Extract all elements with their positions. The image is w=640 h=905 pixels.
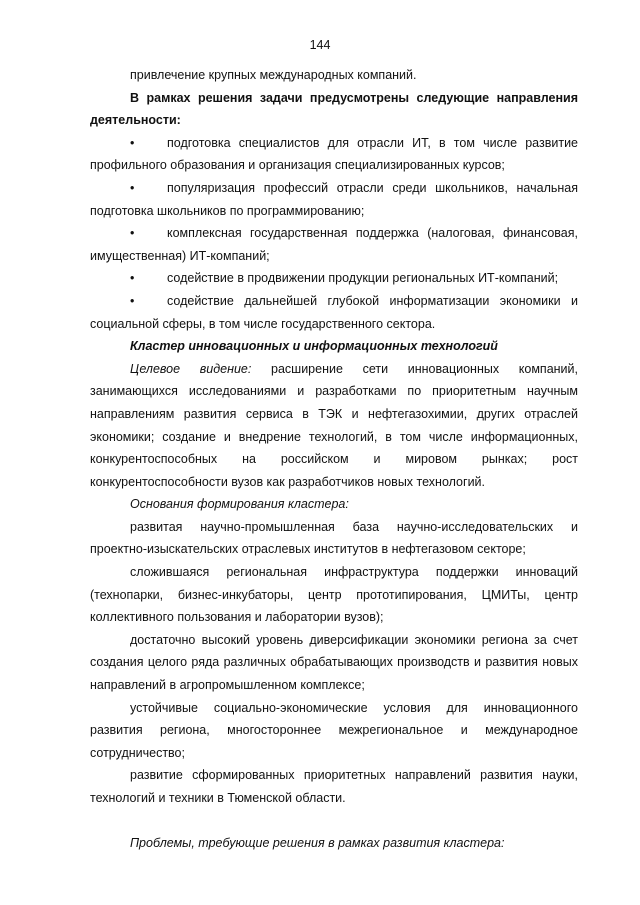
bullet-icon: • — [130, 135, 135, 150]
vision-paragraph — [90, 358, 578, 494]
vision-label: Целевое видение: — [130, 361, 252, 376]
bullet-icon: • — [130, 293, 135, 308]
bullet-item — [90, 267, 578, 290]
bullet-text: комплексная государственная поддержка (налоговая, финансовая, имущественная) ИТ-компаний; — [90, 226, 578, 263]
bullet-item — [90, 132, 578, 177]
bullet-icon: • — [130, 271, 135, 286]
foundation-item: достаточно высокий уровень диверсификации экономики региона за счет создания целого ряда различных обрабатывающих производств и развития новых направлений в агропромышленном комплексе; — [90, 632, 578, 693]
foundation-item: сложившаяся региональная инфраструктура поддержки инноваций (технопарки, бизнес-инкубаторы, центр прототипирования, ЦМИТы, центр коллективного пользования и лаборатории вузов); — [90, 565, 578, 625]
bullet-text: содействие дальнейшей глубокой информатизации экономики и социальной сферы, в том числе государственного сектора. — [90, 293, 578, 331]
page-content — [90, 64, 578, 854]
page-number: 144 — [309, 38, 331, 52]
bullet-text: популяризация профессий отрасли среди школьников, начальная подготовка школьников по программированию; — [90, 180, 578, 218]
cluster-heading: Кластер инновационных и информационных технологий — [130, 339, 498, 354]
bullet-item — [90, 290, 578, 335]
foundation-item: развитие сформированных приоритетных направлений развития науки, технологий и техники в Тюменской области. — [90, 768, 578, 805]
bullet-icon: • — [130, 226, 135, 241]
lead-line: привлечение крупных международных компаний. — [130, 68, 417, 82]
bullet-text: содействие в продвижении продукции региональных ИТ-компаний; — [167, 271, 559, 286]
foundations-heading: Основания формирования кластера: — [130, 497, 349, 512]
directions-heading: В рамках решения задачи предусмотрены следующие направления деятельности: — [90, 90, 578, 128]
bullet-icon: • — [130, 180, 135, 195]
problems-heading: Проблемы, требующие решения в рамках развития кластера: — [130, 835, 505, 850]
bullet-text: подготовка специалистов для отрасли ИТ, в том числе развитие профильного образования и организация специализированных курсов; — [90, 135, 578, 173]
foundation-item: устойчивые социально-экономические условия для инновационного развития региона, многостороннее межрегиональное и международное сотрудничество; — [90, 700, 578, 760]
vision-text: расширение сети инновационных компаний, занимающихся исследованиями и разработками по приоритетным научным направлениям развития сервиса в ТЭК и нефтегазохимии, других отраслей экономики; создание и внедрение технологий, в том числе информационных, конкурентоспособных на российском и мировом рынках; рост конкурентоспособности вузов как разработчиков новых технологий. — [90, 361, 578, 489]
bullet-item — [90, 222, 578, 267]
foundation-item: развитая научно-промышленная база научно-исследовательских и проектно-изыскательских отраслевых институтов в нефтегазовом секторе; — [90, 519, 578, 557]
bullet-item — [90, 177, 578, 222]
blank-line — [90, 810, 578, 832]
